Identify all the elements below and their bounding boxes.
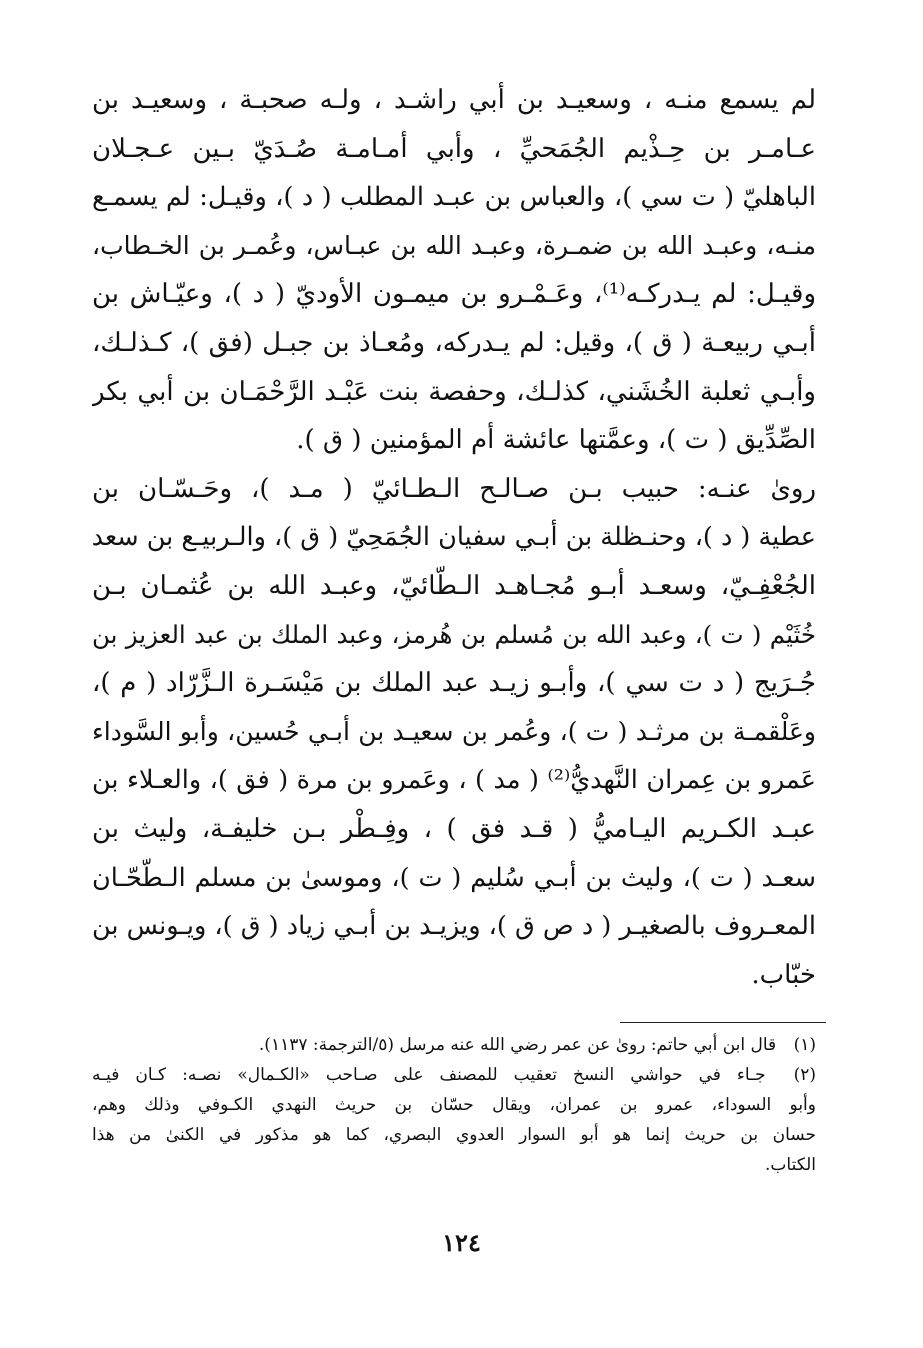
footnote-1 — [92, 1030, 816, 1060]
footnotes — [92, 1030, 816, 1180]
footnote-number: (١) — [793, 1035, 816, 1055]
footnote-2 — [92, 1060, 816, 1090]
main-text — [92, 76, 816, 999]
text-line: وقيـل: لم يـدركـه⁽¹⁾، وعَـمْـرو بن ميمـون الأوديّ ( د )، وعيّـاش بن — [92, 279, 816, 310]
text-line: سعـد ( ت )، وليث بن أبـي سُليم ( ت )، وموسىٰ بن مسلم الـطّحّـان — [92, 862, 816, 893]
text-line: وعَلْقمـة بن مرثـد ( ت )، وعُمر بن سعيـد بن أبـي حُسين، وأبو السَّوداء — [92, 716, 816, 746]
footnote-text-line: وأبو السوداء، عمرو بن عمران، ويقال حسّان بن حريث النهدي الكـوفي وذلك وهم، — [92, 1095, 816, 1115]
text-line: روىٰ عنـه: حبيب بـن صـالـح الـطـائيّ ( مـد )، وحَـسّـان بن — [92, 473, 816, 504]
text-line: عَمرو بن عِمران النَّهديُّ⁽²⁾ ( مد ) ، وعَمرو بن مرة ( فق )، والعـلاء بن — [92, 765, 816, 796]
text-line: أبـي ربيعـة ( ق )، وقيل: لم يـدركه، ومُعـاذ بن جبـل (فق )، كـذلـك، — [92, 327, 816, 358]
footnote-text: قال ابن أبي حاتم: روىٰ عن عمر رضي الله عنه مرسل (٥/الترجمة: ١١٣٧). — [258, 1035, 777, 1055]
text-line: وأبـي ثعلبة الخُشَني، كذلـك، وحفصة بنت عَبْـد الرَّحْمَـان بن أبي بكر — [92, 376, 816, 407]
text-line: لم يسمع منـه ، وسعيـد بن أبي راشـد ، ولـه صحبـة ، وسعيـد بن — [92, 85, 816, 115]
footnote-text-line: حسان بن حريث إنما هو أبو السوار العدوي البصري، كما هو مذكور في الكنىٰ من هذا — [92, 1125, 816, 1145]
text-line: عـامـر بن حِـذْيم الجُمَحيِّ ، وأبي أمـامـة صُـدَيّ بـين عـجـلان — [92, 133, 816, 164]
text-line: الصِّدِّيق ( ت )، وعمَّتها عائشة أم المؤمنين ( ق ). — [296, 425, 816, 456]
text-line: عبـد الكـريم اليـاميُّ ( قـد فق ) ، وفِـطْر بـن خليفـة، وليث بن — [92, 813, 816, 844]
footnote-text: جـاء في حواشي النسخ تعقيب للمصنف على صـاحب «الكـمال» نصـه: كـان فيـه — [92, 1065, 766, 1085]
footnote-separator — [620, 1022, 826, 1023]
text-line: خبّاب. — [751, 959, 816, 990]
text-line: خُثَيْم ( ت )، وعبد الله بن مُسلم بن هُرمز، وعبد الملك بن عبد العزيز بن — [92, 619, 816, 649]
text-line: منـه، وعبـد الله بن ضمـرة، وعبـد الله بن عبـاس، وعُمـر بن الخـطاب، — [92, 230, 816, 260]
text-line: عطية ( د )، وحنـظلة بن أبـي سفيان الجُمَحِيّ ( ق )، والـربيـع بن سعد — [92, 522, 816, 553]
text-line: المعـروف بالصغيـر ( د ص ق )، ويزيـد بن أبـي زياد ( ق )، ويـونس بن — [92, 911, 816, 942]
text-line: جُـرَيج ( د ت سي )، وأبـو زيـد عبد الملك بن مَيْسَـرة الـزَّرّاد ( م )، — [92, 668, 816, 699]
footnote-number: (٢) — [793, 1065, 816, 1085]
text-line: الباهليّ ( ت سي )، والعباس بن عبـد المطلب ( د )، وقيـل: لم يسمـع — [92, 182, 816, 213]
page-number: ١٢٤ — [442, 1228, 481, 1257]
text-line: الجُعْفِـيّ، وسعـد أبـو مُجـاهـد الـطّائيّ، وعبـد الله بن عُثمـان بـن — [92, 570, 816, 601]
footnote-text-line: الكتاب. — [764, 1155, 816, 1175]
